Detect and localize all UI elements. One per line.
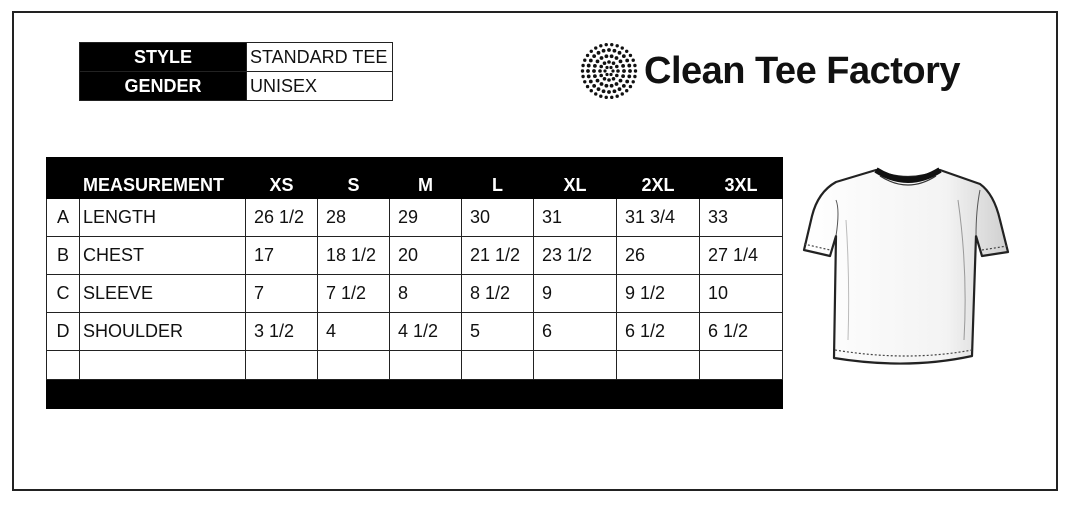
table-row: [47, 275, 783, 313]
empty-cell: [462, 351, 534, 380]
empty-cell: [318, 351, 390, 380]
measurement-value: 33: [700, 199, 783, 237]
footer-cell: [617, 380, 700, 409]
header-measurement: MEASUREMENT: [80, 158, 246, 199]
style-row: [80, 43, 393, 72]
table-row: [47, 237, 783, 275]
gender-row: [80, 72, 393, 101]
footer-cell: [462, 380, 534, 409]
row-letter: B: [47, 237, 80, 275]
gender-value: UNISEX: [247, 72, 393, 101]
measurement-value: 31 3/4: [617, 199, 700, 237]
measurement-value: 3 1/2: [246, 313, 318, 351]
style-value: STANDARD TEE: [247, 43, 393, 72]
measurement-value: 6 1/2: [617, 313, 700, 351]
empty-cell: [617, 351, 700, 380]
table-header-row: [47, 158, 783, 199]
measurement-value: 6 1/2: [700, 313, 783, 351]
measurement-value: 7: [246, 275, 318, 313]
measurement-value: 8 1/2: [462, 275, 534, 313]
measurement-value: 21 1/2: [462, 237, 534, 275]
empty-cell: [700, 351, 783, 380]
header-size-2xl: 2XL: [617, 158, 700, 199]
footer-cell: [534, 380, 617, 409]
measurement-value: 31: [534, 199, 617, 237]
measurement-value: 29: [390, 199, 462, 237]
measurement-value: 8: [390, 275, 462, 313]
footer-cell: [47, 380, 80, 409]
header-letter-cell: [47, 158, 80, 199]
measurement-value: 4 1/2: [390, 313, 462, 351]
row-letter: D: [47, 313, 80, 351]
footer-cell: [246, 380, 318, 409]
measurement-value: 9: [534, 275, 617, 313]
measurement-value: 28: [318, 199, 390, 237]
measurement-name: LENGTH: [80, 199, 246, 237]
header-size-m: M: [390, 158, 462, 199]
empty-cell: [246, 351, 318, 380]
row-letter: C: [47, 275, 80, 313]
empty-cell: [534, 351, 617, 380]
table-row: [47, 313, 783, 351]
header-size-s: S: [318, 158, 390, 199]
measurement-value: 20: [390, 237, 462, 275]
measurement-value: 6: [534, 313, 617, 351]
measurement-value: 17: [246, 237, 318, 275]
tshirt-illustration-icon: [798, 160, 1020, 378]
gender-label: GENDER: [80, 72, 247, 101]
empty-row: [47, 351, 783, 380]
measurement-value: 23 1/2: [534, 237, 617, 275]
footer-cell: [318, 380, 390, 409]
measurement-value: 7 1/2: [318, 275, 390, 313]
footer-cell: [700, 380, 783, 409]
measurement-value: 9 1/2: [617, 275, 700, 313]
measurement-value: 5: [462, 313, 534, 351]
header-size-l: L: [462, 158, 534, 199]
row-letter: A: [47, 199, 80, 237]
measurement-name: SHOULDER: [80, 313, 246, 351]
measurement-value: 4: [318, 313, 390, 351]
table-row: [47, 199, 783, 237]
measurement-value: 26: [617, 237, 700, 275]
brand-name: Clean Tee Factory: [644, 49, 961, 92]
footer-cell: [390, 380, 462, 409]
product-info-table: [79, 42, 393, 101]
footer-bar: [47, 380, 783, 409]
measurement-name: SLEEVE: [80, 275, 246, 313]
header-size-3xl: 3XL: [700, 158, 783, 199]
header-size-xl: XL: [534, 158, 617, 199]
measurement-value: 26 1/2: [246, 199, 318, 237]
header-size-xs: XS: [246, 158, 318, 199]
empty-cell: [80, 351, 246, 380]
size-chart-table: [46, 157, 783, 409]
measurement-value: 18 1/2: [318, 237, 390, 275]
empty-cell: [47, 351, 80, 380]
empty-cell: [390, 351, 462, 380]
footer-cell: [80, 380, 246, 409]
measurement-value: 30: [462, 199, 534, 237]
style-label: STYLE: [80, 43, 247, 72]
dotted-sunburst-icon: [580, 42, 638, 100]
measurement-value: 10: [700, 275, 783, 313]
brand-logo: [580, 42, 960, 100]
measurement-value: 27 1/4: [700, 237, 783, 275]
measurement-name: CHEST: [80, 237, 246, 275]
